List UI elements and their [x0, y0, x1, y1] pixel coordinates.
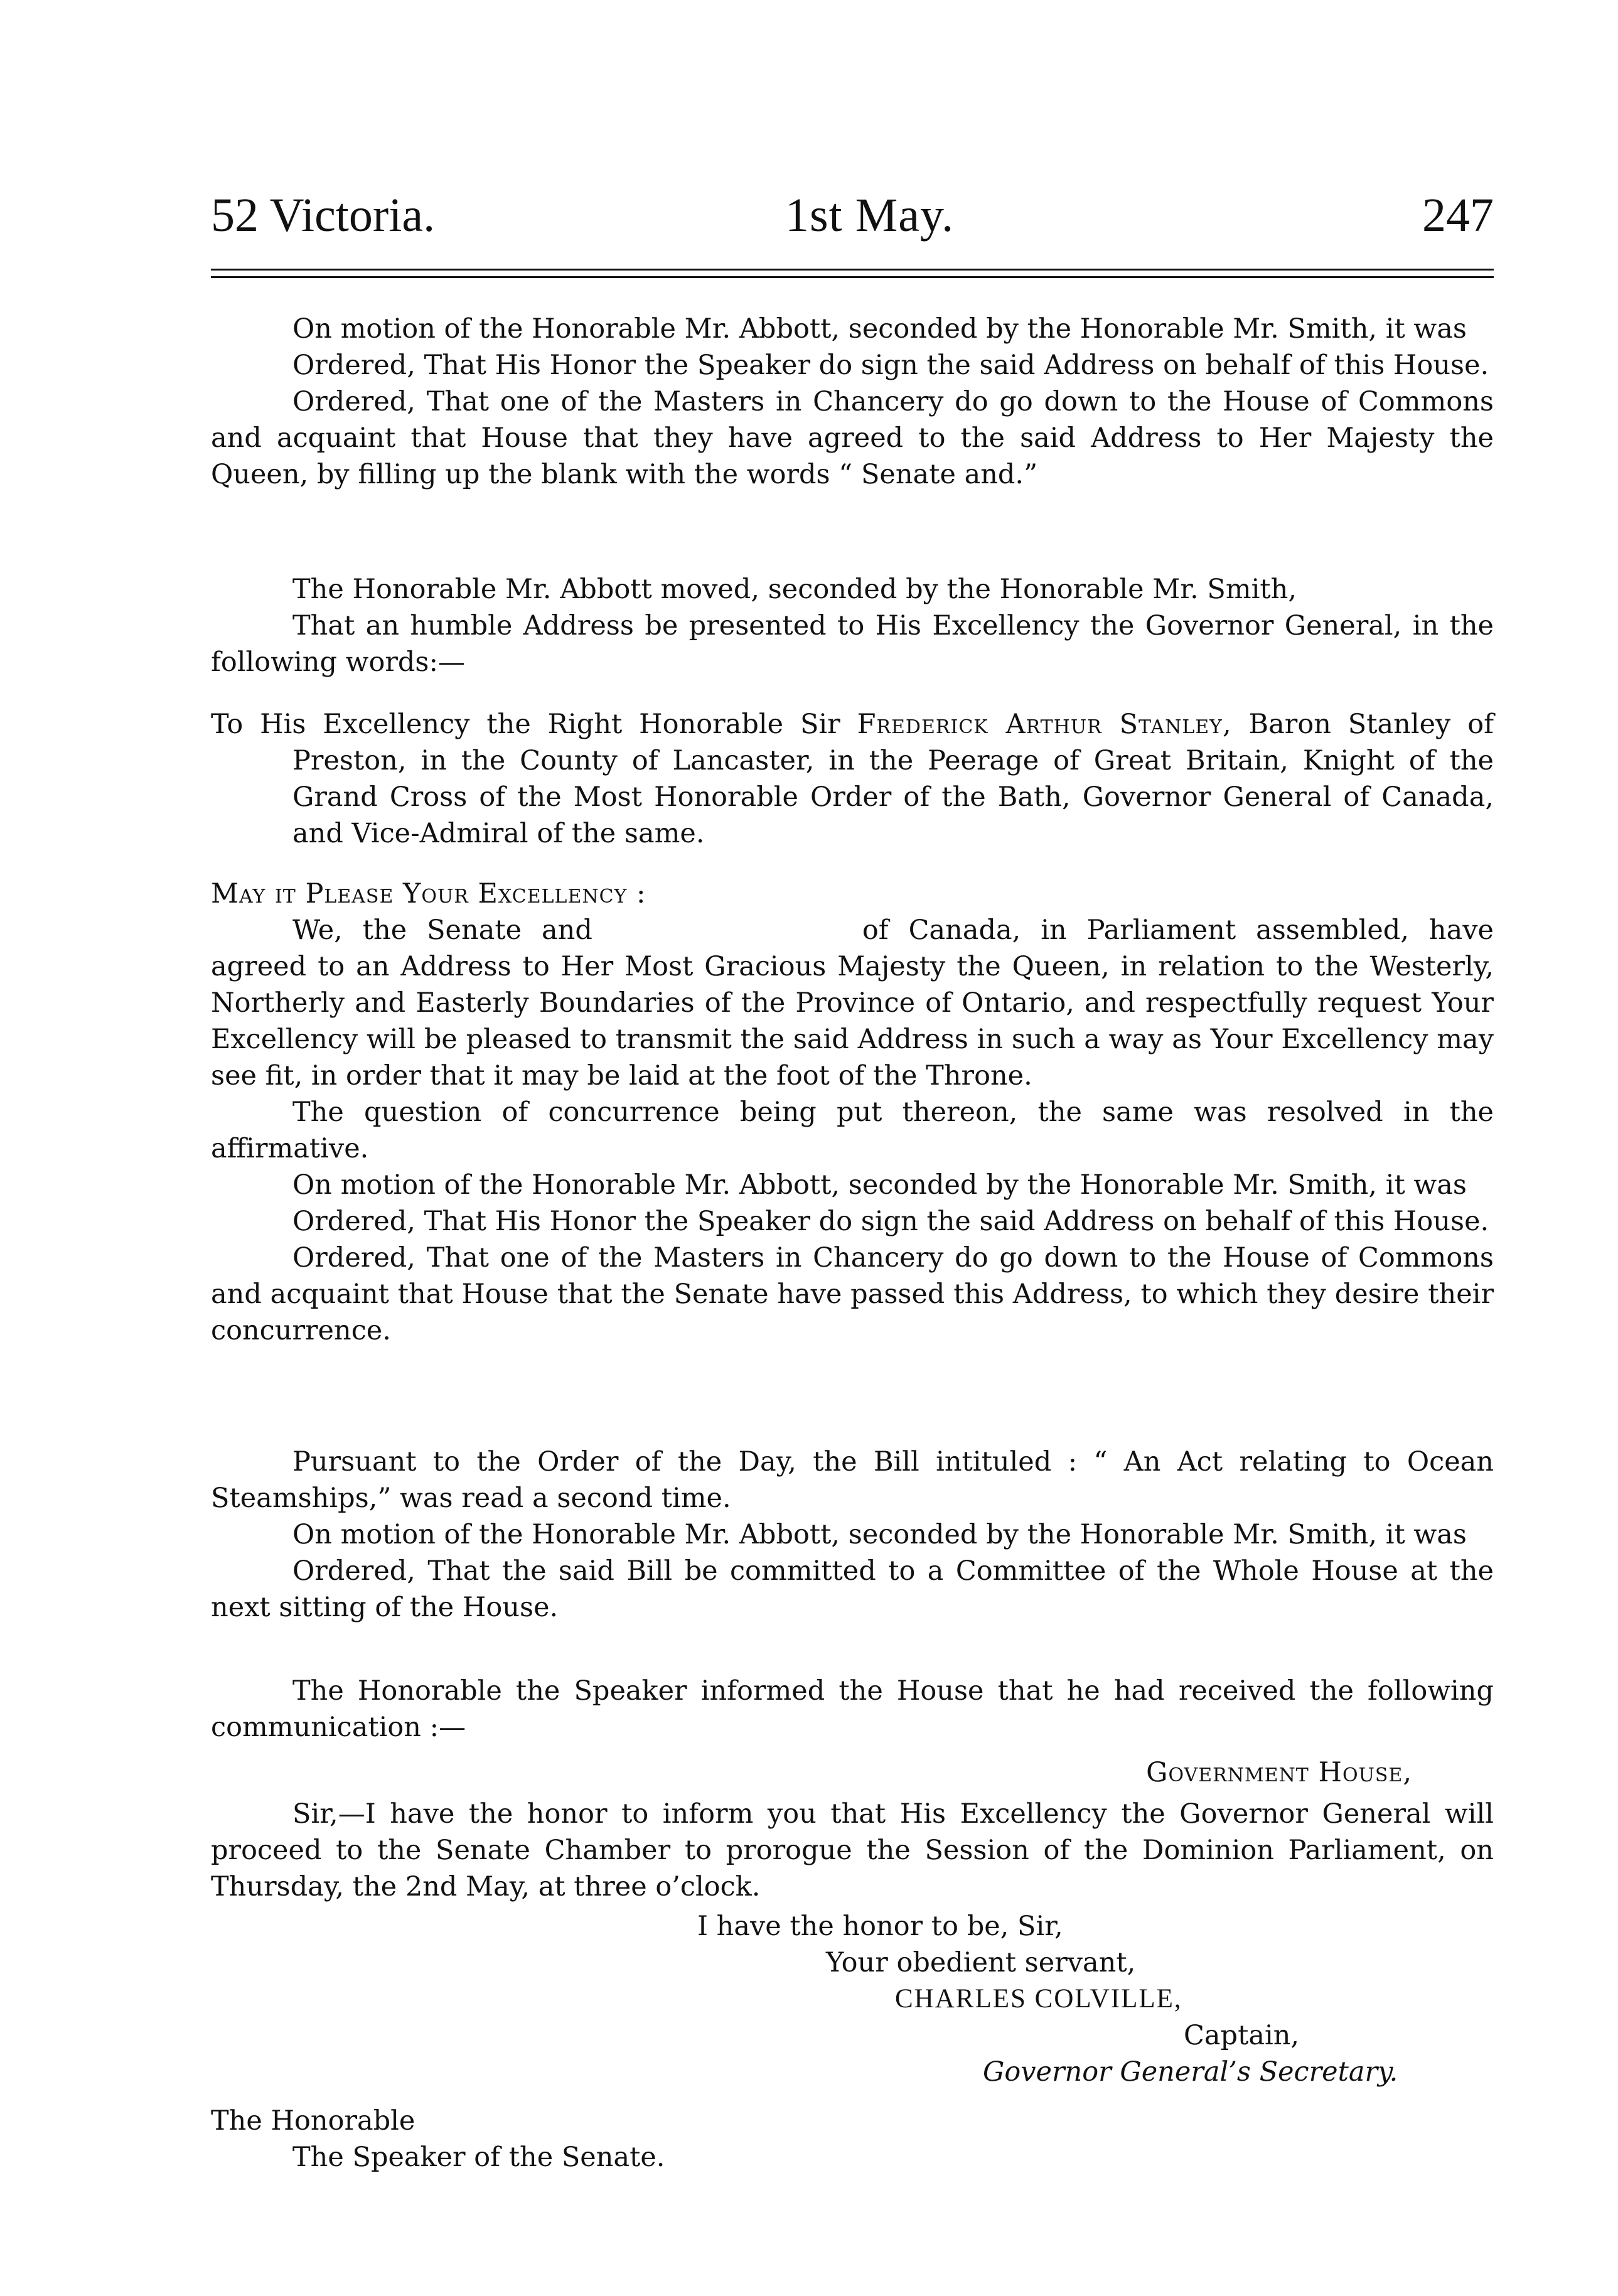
signature-title: Governor General’s Secretary.: [983, 2056, 1398, 2088]
section-ocean-steamships: [211, 1444, 1494, 1626]
paragraph-order-masters-2: Ordered, That one of the Masters in Chancery do go down to the House of Commons and acquaint that House that the Senate have passed this Address, to which they desire their concurrence.: [211, 1242, 1494, 1346]
address-name: Frederick Arthur Stanley,: [857, 709, 1232, 740]
paragraph-motion-1: On motion of the Honorable Mr. Abbott, seconded by the Honorable Mr. Smith, it was: [292, 313, 1467, 345]
header-rule-top: [211, 269, 1494, 271]
letter-heading: Government House,: [1146, 1757, 1412, 1788]
address-rest: Baron Stanley of Preston, in the County of Lancaster, in the Peerage of Great Britain, Knight of the Grand Cross of the Most Honorable Order of the Bath, Governor General of Canada, and Vice-Admiral of the same.: [292, 709, 1494, 849]
senate-and: We, the Senate and: [292, 915, 592, 946]
header-rule-bottom: [211, 276, 1494, 278]
paragraph-motion-3: On motion of the Honorable Mr. Abbott, seconded by the Honorable Mr. Smith, it was: [292, 1519, 1467, 1550]
addressee-line-1: The Honorable: [211, 2105, 415, 2137]
section-humble-address: [211, 571, 1494, 680]
letter-addressee: [211, 2103, 1494, 2175]
section-address-signing: [211, 311, 1494, 493]
address-heading: [211, 706, 1494, 852]
closing-line-2: Your obedient servant,: [826, 1947, 1136, 1978]
paragraph-concurrence: The question of concurrence being put thereon, the same was resolved in the affirmative.: [211, 1097, 1494, 1164]
paragraph-abbott-moved: The Honorable Mr. Abbott moved, seconded by the Honorable Mr. Smith,: [292, 574, 1297, 605]
section-address-body: [211, 876, 1494, 1349]
section-communication: [211, 1673, 1494, 1746]
closing-line-1: I have the honor to be, Sir,: [697, 1911, 1063, 1942]
addressee-line-2: The Speaker of the Senate.: [292, 2142, 665, 2173]
paragraph-order-sign-1: Ordered, That His Honor the Speaker do sign the said Address on behalf of this House.: [292, 350, 1489, 381]
paragraph-second-reading: Pursuant to the Order of the Day, the Bill intituled : “ An Act relating to Ocean Steamships,” was read a second time.: [211, 1446, 1494, 1514]
paragraph-order-masters-1: Ordered, That one of the Masters in Chancery do go down to the House of Commons and acquaint that House that they have agreed to the said Address to Her Majesty the Queen, by filling up the blank with the words “ Senate and.”: [211, 386, 1494, 490]
letter-body: Sir,—I have the honor to inform you that His Excellency the Governor General will proceed to the Senate Chamber to prorogue the Session of the Dominion Parliament, on Thursday, the 2nd May, at three o’clock.: [211, 1798, 1494, 1902]
paragraph-motion-2: On motion of the Honorable Mr. Abbott, seconded by the Honorable Mr. Smith, it was: [292, 1169, 1467, 1201]
letter: [211, 1754, 1494, 1905]
salutation: May it Please Your Excellency :: [211, 878, 646, 909]
header-date: 1st May.: [785, 189, 955, 242]
signature-name: CHARLES COLVILLE,: [895, 1984, 1182, 2014]
paragraph-committee-order: Ordered, That the said Bill be committed to a Committee of the Whole House at the next sitting of the House.: [211, 1555, 1494, 1623]
letter-closing: [211, 1908, 1494, 2090]
paragraph-order-sign-2: Ordered, That His Honor the Speaker do sign the said Address on behalf of this House.: [292, 1206, 1489, 1237]
signature-rank: Captain,: [1184, 2020, 1300, 2051]
address-to-governor: [211, 706, 1494, 852]
header-session: 52 Victoria.: [211, 189, 436, 242]
paragraph-senate-address: [211, 912, 1494, 1094]
paragraph-speaker-informed: The Honorable the Speaker informed the House that he had received the following communication :—: [211, 1675, 1494, 1743]
senate-address-rest: of Canada, in Parliament assembled, have agreed to an Address to Her Most Gracious Majesty the Queen, in relation to the Westerly, Northerly and Easterly Boundaries of the Province of Ontario, and respectfully request Your Excellency will be pleased to transmit the said Address in such a way as Your Excellency may see fit, in order that it may be laid at the foot of the Throne.: [211, 915, 1494, 1092]
page-header: [211, 188, 1494, 257]
page-number: 247: [1422, 189, 1494, 242]
paragraph-humble-address: That an humble Address be presented to His Excellency the Governor General, in the following words:—: [211, 610, 1494, 678]
address-to: To His Excellency the Right Honorable Sir: [211, 709, 840, 740]
